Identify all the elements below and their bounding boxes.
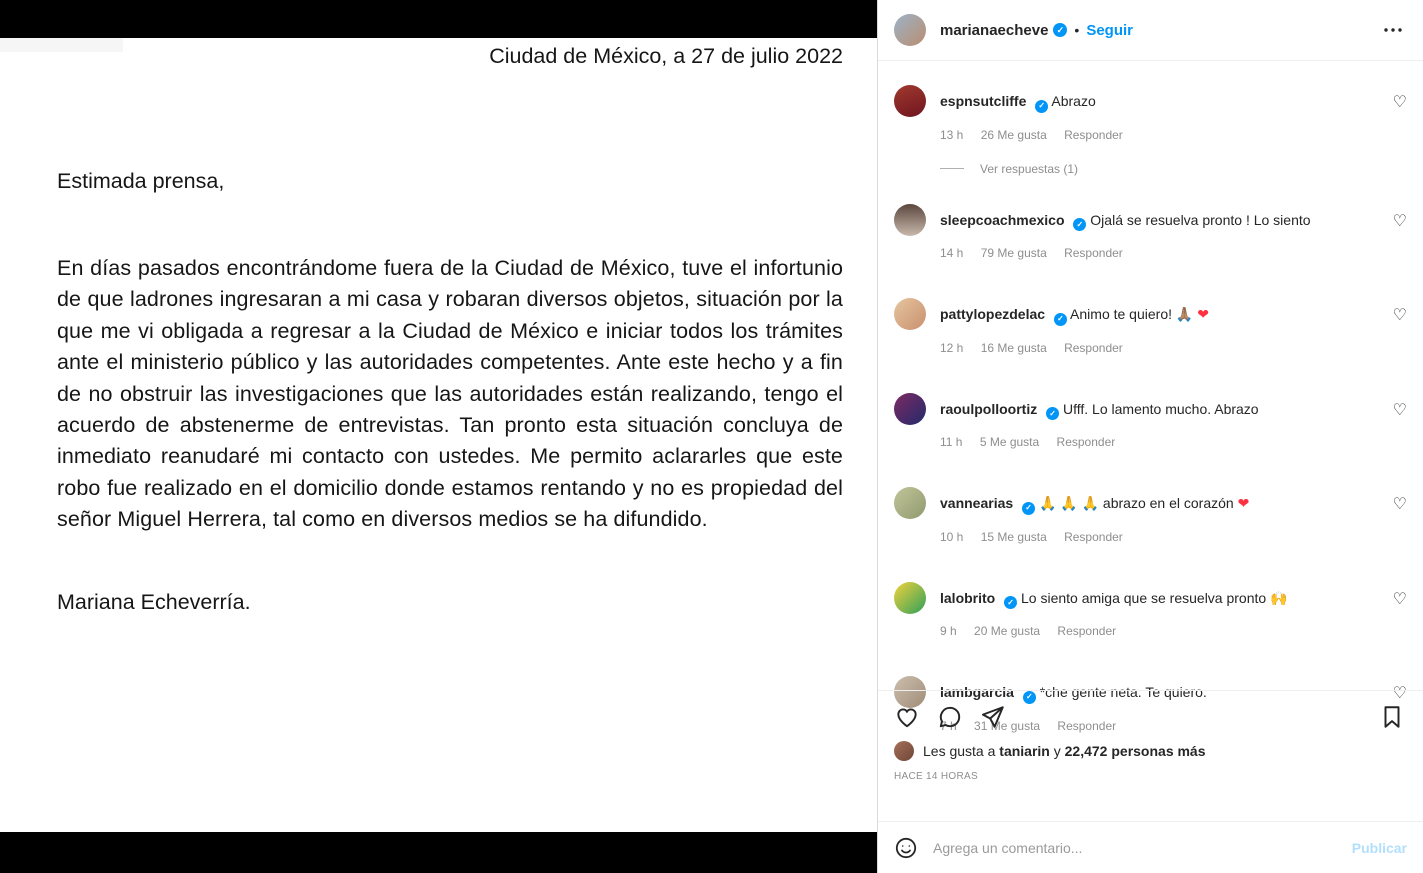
- comment-time: 12 h: [940, 340, 964, 355]
- comment-text: Lo siento amiga que se resuelva pronto: [1021, 589, 1267, 606]
- comment-meta: [940, 244, 1383, 262]
- verified-badge-icon: ✓: [1073, 218, 1086, 231]
- letter-signature: Mariana Echeverría.: [57, 589, 251, 614]
- follow-button[interactable]: Seguir: [1086, 21, 1133, 39]
- verified-badge-icon: ✓: [1054, 313, 1067, 326]
- likes-summary: [878, 736, 1423, 761]
- comment-row: [894, 298, 1407, 357]
- comment-content: [940, 305, 1383, 326]
- comment-meta: [940, 528, 1383, 546]
- verified-badge-icon: ✓: [1053, 23, 1067, 37]
- comment-time: 13 h: [940, 127, 964, 142]
- publish-button[interactable]: Publicar: [1351, 839, 1407, 856]
- comment-like-count[interactable]: 15 Me gusta: [980, 529, 1047, 544]
- comment-like-count[interactable]: 31 Me gusta: [974, 718, 1041, 733]
- comment-text: abrazo en el corazón: [1102, 495, 1234, 511]
- comment-time: 11 h: [940, 435, 963, 449]
- comment-text: Abrazo: [1051, 93, 1096, 109]
- red-heart-emoji: ❤: [1197, 306, 1209, 322]
- commenter-avatar[interactable]: [894, 393, 926, 425]
- likes-prefix: Les gusta a: [923, 743, 996, 759]
- comment-text: *che gente neta. Te quiero.: [1039, 684, 1207, 700]
- like-comment-button[interactable]: ♡: [1392, 94, 1407, 111]
- view-replies-label[interactable]: Ver respuestas (1): [980, 161, 1079, 176]
- comment-row: [894, 582, 1407, 641]
- comment-like-count[interactable]: 20 Me gusta: [974, 624, 1041, 638]
- reply-button[interactable]: Responder: [1064, 127, 1123, 142]
- more-options-button[interactable]: [1381, 18, 1405, 42]
- letter-document: [0, 38, 877, 832]
- like-comment-button[interactable]: ♡: [1392, 685, 1407, 702]
- action-bar: [878, 691, 1423, 736]
- letter-salutation: Estimada prensa,: [57, 169, 225, 193]
- comment-username[interactable]: sleepcoachmexico: [940, 211, 1065, 228]
- like-comment-button[interactable]: ♡: [1392, 212, 1407, 230]
- raising-hands-emoji: 🙌: [1270, 589, 1288, 606]
- commenter-avatar[interactable]: [894, 204, 926, 236]
- bookmark-icon: [1379, 704, 1405, 730]
- comment-meta: [940, 622, 1383, 640]
- commenter-avatar[interactable]: [894, 582, 926, 614]
- post-timestamp: HACE 14 HORAS: [894, 771, 978, 782]
- save-post-button[interactable]: [1379, 704, 1405, 730]
- comment-like-count[interactable]: 5 Me gusta: [979, 435, 1040, 449]
- comment-text: Animo te quiero!: [1070, 306, 1172, 322]
- comment-time: 9 h: [940, 624, 957, 638]
- reply-button[interactable]: Responder: [1064, 529, 1123, 544]
- dot-separator: •: [1074, 22, 1080, 38]
- verified-badge-icon: ✓: [1023, 691, 1036, 704]
- comment-text: Ojalá se resuelva pronto ! Lo siento: [1090, 211, 1311, 228]
- likes-count[interactable]: 22,472 personas más: [1064, 743, 1206, 759]
- reply-button[interactable]: Responder: [1064, 246, 1123, 260]
- like-comment-button[interactable]: ♡: [1392, 401, 1407, 419]
- comment-username[interactable]: pattylopezdelac: [940, 306, 1046, 322]
- comments-list: [878, 61, 1423, 733]
- comment-bubble-icon: [937, 704, 963, 730]
- praying-hands-emoji: 🙏 🙏 🙏: [1038, 495, 1100, 511]
- commenter-avatar[interactable]: [894, 298, 926, 330]
- replies-divider: [940, 168, 964, 169]
- comment-content: [940, 92, 1383, 113]
- comment-row: [894, 393, 1407, 452]
- comment-content: [940, 400, 1383, 421]
- likes-connector: y: [1053, 743, 1061, 759]
- comment-username[interactable]: vannearias: [940, 495, 1014, 511]
- comment-composer: [878, 821, 1423, 873]
- comment-content: [940, 589, 1383, 610]
- heart-icon: [894, 704, 920, 730]
- liker-avatar[interactable]: [894, 741, 914, 761]
- emoji-picker-icon[interactable]: [894, 836, 918, 860]
- praying-hands-emoji: 🙏🏽: [1175, 306, 1194, 322]
- comment-content: [940, 211, 1383, 232]
- comment-input[interactable]: [933, 840, 1352, 856]
- share-plane-icon: [980, 704, 1006, 730]
- comments-panel: [877, 0, 1423, 873]
- comment-row: [894, 204, 1407, 263]
- verified-badge-icon: ✓: [1035, 100, 1048, 113]
- author-avatar[interactable]: [894, 14, 926, 46]
- like-comment-button[interactable]: ♡: [1392, 590, 1407, 608]
- comment-meta: [940, 126, 1383, 144]
- commenter-avatar[interactable]: [894, 85, 926, 117]
- comment-time: 14 h: [940, 246, 964, 260]
- like-comment-button[interactable]: ♡: [1392, 307, 1407, 324]
- letter-date: Ciudad de México, a 27 de julio 2022: [489, 44, 843, 68]
- letter-body: En días pasados encontrándome fuera de la Ciudad de México, tuve el infortunio de que ladrones ingresaran a mi casa y robaran diversos objetos, situación por la que me vi obligada a regresar a la Ciudad de México e iniciar todos los trámites ante el ministerio público y las autoridades competentes. Ante este hecho y a fin de no obstruir las investigaciones que las autoridades están realizando, tengo el acuerdo de abstenerme de entrevistas. Tan pronto esta situación concluya de inmediato reanudaré mi contacto con ustedes. Me permito aclararles que este robo fue realizado en el domicilio donde estamos rentando y no es propiedad del señor Miguel Herrera, tal como en diversos medios se ha difundido.: [57, 256, 843, 532]
- comment-username[interactable]: espnsutcliffe: [940, 93, 1027, 109]
- reply-button[interactable]: Responder: [1056, 435, 1116, 449]
- share-button[interactable]: [980, 704, 1006, 730]
- reply-button[interactable]: Responder: [1057, 718, 1117, 733]
- post-actions-section: [878, 690, 1423, 821]
- comment-text: Ufff. Lo lamento mucho. Abrazo: [1063, 400, 1259, 417]
- comment-button[interactable]: [937, 704, 963, 730]
- comment-row: [894, 487, 1407, 546]
- comment-like-count[interactable]: 16 Me gusta: [980, 340, 1047, 355]
- comment-username[interactable]: raoulpolloortiz: [940, 400, 1038, 417]
- comment-like-count[interactable]: 26 Me gusta: [980, 127, 1047, 142]
- comment-time: 10 h: [940, 529, 964, 544]
- verified-badge-icon: ✓: [1022, 502, 1035, 515]
- author-username[interactable]: marianaecheve: [940, 21, 1049, 39]
- comment-time: 7 h: [940, 718, 957, 733]
- verified-badge-icon: ✓: [1004, 596, 1017, 609]
- comment-row: [894, 85, 1407, 144]
- comment-username[interactable]: lambgarcia: [940, 684, 1014, 700]
- liker-username[interactable]: taniarin: [999, 743, 1050, 759]
- comment-meta: [940, 433, 1383, 451]
- comment-username[interactable]: lalobrito: [940, 589, 996, 606]
- like-comment-button[interactable]: ♡: [1392, 496, 1407, 513]
- reply-button[interactable]: Responder: [1057, 624, 1117, 638]
- red-heart-emoji: ❤: [1237, 495, 1250, 511]
- reply-button[interactable]: Responder: [1064, 340, 1123, 355]
- commenter-avatar[interactable]: [894, 487, 926, 519]
- more-options-icon: [1381, 18, 1405, 42]
- like-post-button[interactable]: [894, 704, 920, 730]
- comment-like-count[interactable]: 79 Me gusta: [980, 246, 1047, 260]
- view-replies-button[interactable]: [940, 162, 1407, 176]
- post-header: [878, 0, 1423, 61]
- comment-meta: [940, 339, 1383, 357]
- verified-badge-icon: ✓: [1046, 407, 1059, 420]
- comment-content: [940, 494, 1383, 515]
